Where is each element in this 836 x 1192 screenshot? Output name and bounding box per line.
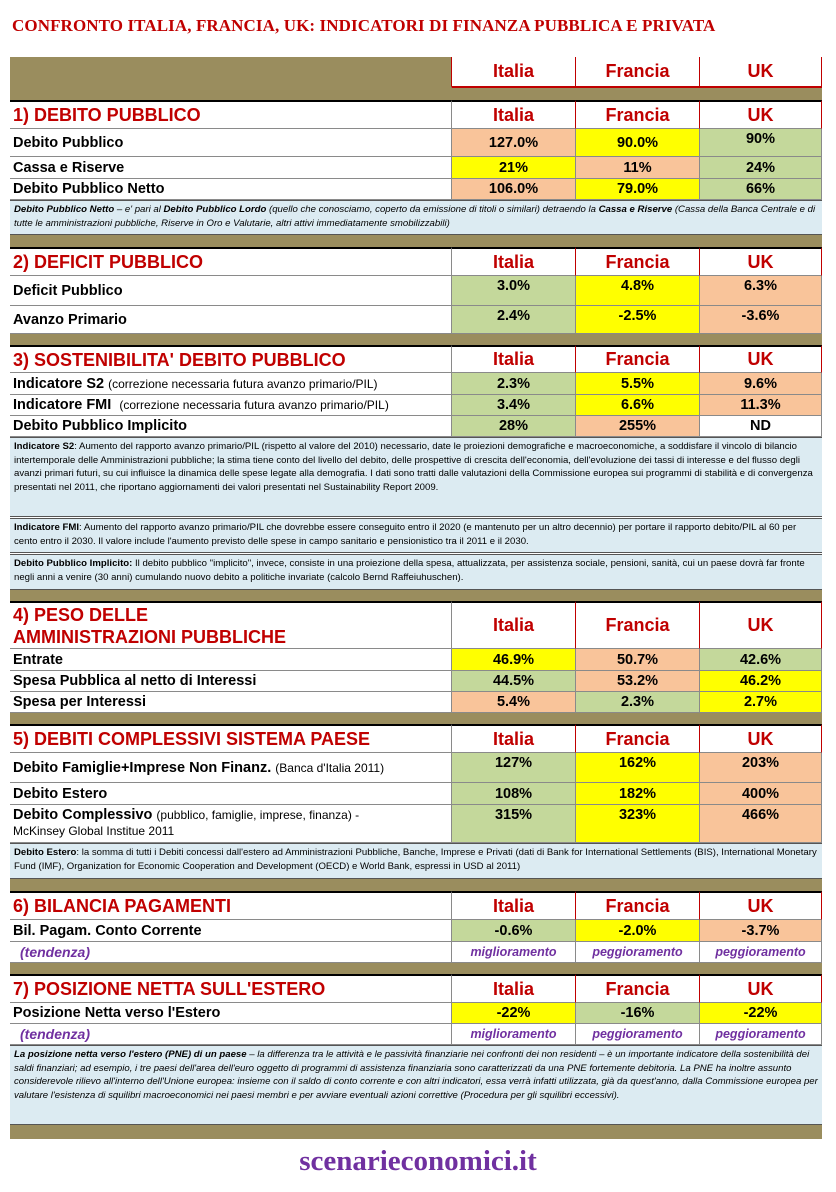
section-5-header: [10, 724, 822, 753]
col-header-francia: Francia: [576, 57, 700, 88]
col-header-italia: Italia: [452, 100, 576, 129]
value-italia: 2.4%: [452, 306, 576, 334]
value-francia: 11%: [576, 157, 700, 179]
trend-row: [10, 1024, 822, 1045]
section-title: 7) POSIZIONE NETTA SULL'ESTERO: [10, 974, 452, 1003]
note-term: La posizione netta verso l'estero (PNE) di un paese: [14, 1049, 247, 1060]
row-label: Posizione Netta verso l'Estero: [10, 1003, 452, 1024]
table-row: [10, 129, 822, 157]
value-francia: 6.6%: [576, 395, 700, 416]
value-francia: 2.3%: [576, 692, 700, 713]
value-uk: 90%: [700, 129, 822, 157]
col-header-francia: Francia: [576, 724, 700, 753]
row-label: Avanzo Primario: [10, 306, 452, 334]
trend-italia: miglioramento: [452, 942, 576, 963]
value-francia: 323%: [576, 805, 700, 843]
note-text: – la differenza tra le attività e le passività finanziarie nei confronti dei non residenti – è un importante indicatore della sostenibilità dei saldi finanziari; ad esempio, i tre paesi dell'area dell'euro oggetto di programmi di assistenza finanziaria sono caratterizzati da una PNE fortemente debitoria. La PNE ha inoltre assunto considerevole rilievo all'interno dell'Unione europea: insieme con il saldo di conto corrente e con altri indicatori, essa verrà infatti utilizzata, già da quest'anno, dalla Commissione europea per valutare l'esistenza di squilibri macroeconomici nei paesi membri e per avviare eventuali azioni correttive (Procedura per gli squilibri eccessivi).: [14, 1049, 818, 1101]
row-label-text: Debito Complessivo: [13, 807, 153, 823]
value-uk: 11.3%: [700, 395, 822, 416]
note-text: : Aumento del rapporto avanzo primario/PIL (rispetto al valore del 2010) necessario, date le proiezioni demografiche e macroeconomiche, a soddisfare il vincolo di bilancio intertemporale delle Amministrazioni pubbliche; la stima tiene conto del livello del debito, delle prospettive di crescita dell'economia, dell'evoluzione dei tassi di interesse e del flusso degli avanzi primari futuri, su cui influisce la dinamica delle spese legate alla demografia. I dati sono tratti dalle valutazioni della Commissione europea sui programmi di stabilità e di convergenza presentati nel 2011, che riportano aggiornamenti dei valori presentati nel Sustainability Report 2009.: [14, 441, 813, 493]
col-header-italia: Italia: [452, 724, 576, 753]
table-row: [10, 306, 822, 334]
row-label: [10, 373, 452, 395]
section-1-header: [10, 100, 822, 129]
separator-band: [10, 713, 822, 724]
row-label-text: Indicatore S2: [13, 375, 105, 392]
value-italia: -22%: [452, 1003, 576, 1024]
value-uk: 42.6%: [700, 649, 822, 671]
col-header-uk: UK: [700, 974, 822, 1003]
value-francia: 50.7%: [576, 649, 700, 671]
value-italia: 2.3%: [452, 373, 576, 395]
value-uk: 2.7%: [700, 692, 822, 713]
value-francia: -2.5%: [576, 306, 700, 334]
col-header-francia: Francia: [576, 601, 700, 649]
value-uk: -3.6%: [700, 306, 822, 334]
value-italia: 28%: [452, 416, 576, 437]
section-title: 6) BILANCIA PAGAMENTI: [10, 891, 452, 920]
table-row: [10, 783, 822, 805]
row-label: Deficit Pubblico: [10, 276, 452, 306]
table-row: [10, 416, 822, 437]
note-text: : Aumento del rapporto avanzo primario/PIL che dovrebbe essere conseguito entro il 2020 (e mantenuto per un altro decennio) per portare il rapporto debito/PIL al 60 per cento entro il 2030. Il valore include l'aumento previsto delle spese in campo sanitario e pensionistico tra il 2011 e il 2030.: [14, 522, 797, 547]
value-francia: 4.8%: [576, 276, 700, 306]
value-francia: 79.0%: [576, 179, 700, 200]
separator-band: [10, 235, 822, 247]
value-italia: 127%: [452, 753, 576, 783]
value-italia: 127.0%: [452, 129, 576, 157]
note-term: Debito Estero: [14, 847, 77, 858]
table-row: [10, 920, 822, 942]
value-italia: 315%: [452, 805, 576, 843]
value-uk: 46.2%: [700, 671, 822, 692]
table-row: [10, 179, 822, 200]
note-text: (Cassa della Banca Centrale e di tutte le amministrazioni pubbliche, Riserve in Oro e Valutarie, altri attivi immediatamente smobilizzabili): [14, 204, 816, 229]
separator-band: [10, 1125, 822, 1139]
row-label: [10, 805, 452, 843]
value-uk: 400%: [700, 783, 822, 805]
note-debito-netto: [10, 200, 822, 235]
comparison-table: [10, 57, 822, 1139]
separator-band: [10, 88, 822, 100]
row-label: [10, 395, 452, 416]
section-title: 1) DEBITO PUBBLICO: [10, 100, 452, 129]
value-uk: 466%: [700, 805, 822, 843]
col-header-italia: Italia: [452, 247, 576, 276]
col-header-francia: Francia: [576, 247, 700, 276]
page-title: CONFRONTO ITALIA, FRANCIA, UK: INDICATORI DI FINANZA PUBBLICA E PRIVATA: [12, 16, 716, 35]
trend-row: [10, 942, 822, 963]
trend-label: (tendenza): [10, 1024, 452, 1045]
trend-uk: peggioramento: [700, 942, 822, 963]
brand-footer: scenarieconomici.it: [299, 1145, 537, 1177]
col-header-italia: Italia: [452, 601, 576, 649]
note-term: Debito Pubblico Implicito:: [14, 558, 133, 569]
note-text: – e' pari al: [114, 204, 164, 215]
value-francia: 5.5%: [576, 373, 700, 395]
value-italia: 106.0%: [452, 179, 576, 200]
note-posizione-netta: [10, 1045, 822, 1125]
col-header-francia: Francia: [576, 100, 700, 129]
value-italia: 46.9%: [452, 649, 576, 671]
value-francia: -2.0%: [576, 920, 700, 942]
col-header-italia: Italia: [452, 974, 576, 1003]
table-row: [10, 692, 822, 713]
note-text: (quello che conosciamo, coperto da emissione di titoli o similari) detraendo la: [266, 204, 599, 215]
row-label-note: (correzione necessaria futura avanzo primario/PIL): [108, 376, 378, 391]
value-italia: 3.0%: [452, 276, 576, 306]
col-header-uk: UK: [700, 345, 822, 373]
table-row: [10, 671, 822, 692]
value-francia: 53.2%: [576, 671, 700, 692]
value-italia: 44.5%: [452, 671, 576, 692]
value-uk: 66%: [700, 179, 822, 200]
table-row: [10, 395, 822, 416]
section-title: 3) SOSTENIBILITA' DEBITO PUBBLICO: [10, 345, 452, 373]
trend-label: (tendenza): [10, 942, 452, 963]
value-francia: 162%: [576, 753, 700, 783]
col-header-italia: Italia: [452, 57, 576, 88]
table-row: [10, 805, 822, 843]
row-label-note: (correzione necessaria futura avanzo primario/PIL): [119, 398, 389, 412]
section-3-header: [10, 345, 822, 373]
row-label-note: (pubblico, famiglie, imprese, finanza) -: [156, 808, 360, 822]
value-francia: 182%: [576, 783, 700, 805]
table-header: [10, 57, 822, 88]
value-italia: -0.6%: [452, 920, 576, 942]
trend-francia: peggioramento: [576, 1024, 700, 1045]
value-francia: 255%: [576, 416, 700, 437]
section-title: 2) DEFICIT PUBBLICO: [10, 247, 452, 276]
section-title: 4) PESO DELLE AMMINISTRAZIONI PUBBLICHE: [10, 601, 452, 649]
col-header-francia: Francia: [576, 891, 700, 920]
section-6-header: [10, 891, 822, 920]
row-label: Spesa per Interessi: [10, 692, 452, 713]
separator-band: [10, 334, 822, 345]
value-italia: 5.4%: [452, 692, 576, 713]
separator-band: [10, 879, 822, 891]
row-label: Debito Pubblico: [10, 129, 452, 157]
row-label: Cassa e Riserve: [10, 157, 452, 179]
note-term: Indicatore S2: [14, 441, 75, 452]
col-header-francia: Francia: [576, 345, 700, 373]
value-uk: -22%: [700, 1003, 822, 1024]
row-label: Debito Estero: [10, 783, 452, 805]
row-label: [10, 753, 452, 783]
row-label-text: Indicatore FMI: [13, 397, 112, 413]
col-header-uk: UK: [700, 724, 822, 753]
value-uk: 6.3%: [700, 276, 822, 306]
value-italia: 108%: [452, 783, 576, 805]
section-4-header: [10, 601, 822, 649]
row-label-source: McKinsey Global Institue 2011: [13, 824, 175, 838]
note-term: Indicatore FMI: [14, 522, 80, 533]
row-label: Debito Pubblico Implicito: [10, 416, 452, 437]
separator-band: [10, 590, 822, 601]
value-francia: -16%: [576, 1003, 700, 1024]
row-label: Entrate: [10, 649, 452, 671]
section-title: 5) DEBITI COMPLESSIVI SISTEMA PAESE: [10, 724, 452, 753]
row-label: Bil. Pagam. Conto Corrente: [10, 920, 452, 942]
row-label-note: (Banca d'Italia 2011): [275, 760, 385, 775]
value-uk: 24%: [700, 157, 822, 179]
separator-band: [10, 963, 822, 974]
trend-uk: peggioramento: [700, 1024, 822, 1045]
row-label: Spesa Pubblica al netto di Interessi: [10, 671, 452, 692]
row-label-text: Debito Famiglie+Imprese Non Finanz.: [13, 759, 272, 776]
section-7-header: [10, 974, 822, 1003]
value-italia: 3.4%: [452, 395, 576, 416]
col-header-italia: Italia: [452, 891, 576, 920]
section-2-header: [10, 247, 822, 276]
value-francia: 90.0%: [576, 129, 700, 157]
note-text: Il debito pubblico "implicito", invece, consiste in una proiezione della spesa, attualizzata, per assistenza sociale, pensioni, sanità, cui un paese dovrà far fronte negli anni a venire (30 anni) cumulando nuovo debito a politiche invariate (calcolo Bernd Raffeiuhuschen).: [14, 558, 805, 583]
trend-italia: miglioramento: [452, 1024, 576, 1045]
note-term: Cassa e Riserve: [598, 204, 673, 215]
note-text: : la somma di tutti i Debiti concessi dall'estero ad Amministrazioni Pubbliche, Banche, Imprese e Privati (dati di Bank for International Settlements (BIS), International Monetary Fund (IMF), Organization for Economic Cooperation and Development (OECD) e World Bank, espressi in USD al 2011): [14, 847, 817, 872]
col-header-uk: UK: [700, 57, 822, 88]
note-term: Debito Pubblico Lordo: [163, 204, 267, 215]
note-debito-implicito: [10, 554, 822, 590]
note-debito-estero: [10, 843, 822, 879]
table-row: [10, 157, 822, 179]
value-uk: -3.7%: [700, 920, 822, 942]
value-uk: 203%: [700, 753, 822, 783]
col-header-francia: Francia: [576, 974, 700, 1003]
col-header-italia: Italia: [452, 345, 576, 373]
table-row: [10, 753, 822, 783]
note-term: Debito Pubblico Netto: [14, 204, 115, 215]
note-indicatore-fmi: [10, 518, 822, 553]
note-indicatore-s2: [10, 437, 822, 517]
header-band: [10, 57, 452, 88]
row-label: Debito Pubblico Netto: [10, 179, 452, 200]
trend-francia: peggioramento: [576, 942, 700, 963]
value-uk: ND: [700, 416, 822, 437]
col-header-uk: UK: [700, 891, 822, 920]
table-row: [10, 373, 822, 395]
col-header-uk: UK: [700, 601, 822, 649]
col-header-uk: UK: [700, 100, 822, 129]
col-header-uk: UK: [700, 247, 822, 276]
value-italia: 21%: [452, 157, 576, 179]
table-row: [10, 649, 822, 671]
table-row: [10, 276, 822, 306]
value-uk: 9.6%: [700, 373, 822, 395]
table-row: [10, 1003, 822, 1024]
